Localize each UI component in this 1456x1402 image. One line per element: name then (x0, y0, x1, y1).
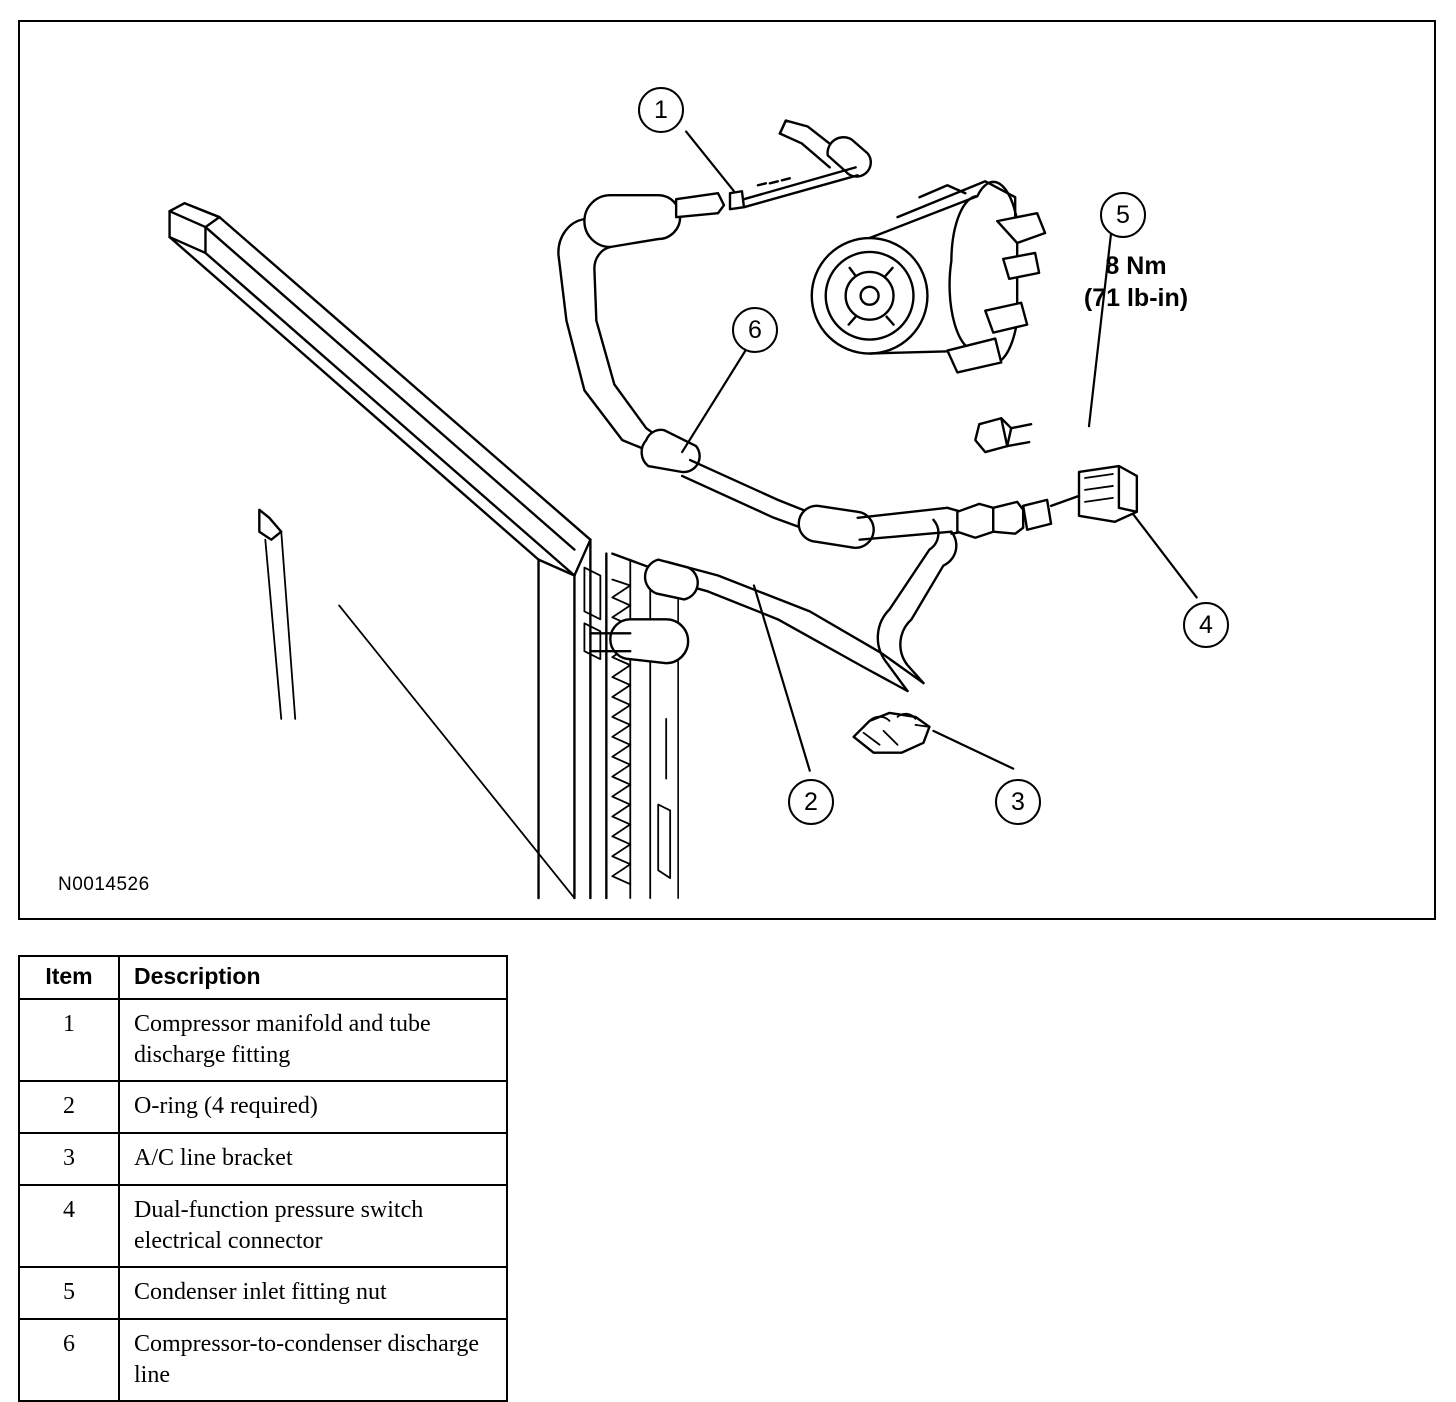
table-row (19, 1319, 507, 1401)
callout-2 (788, 779, 834, 825)
parts-table (18, 955, 508, 1402)
callout-5-label: 5 (1116, 200, 1130, 229)
figure-frame (18, 20, 1436, 920)
callout-5 (1100, 192, 1146, 238)
callout-2-label: 2 (804, 787, 818, 816)
condenser-graphic (170, 203, 679, 898)
line-bracket-graphic (854, 713, 930, 753)
table-row (19, 1267, 507, 1319)
torque-value-lbin: (71 lb-in) (1083, 284, 1189, 312)
callout-6-label: 6 (748, 315, 762, 344)
header-item: Item (19, 956, 119, 999)
torque-spec-note (1056, 250, 1216, 314)
ac-line-assembly-illustration (20, 22, 1434, 918)
callout-1-label: 1 (654, 95, 668, 124)
table-row (19, 1081, 507, 1133)
torque-value-nm: 8 Nm (1105, 252, 1167, 280)
pressure-switch-graphic (957, 418, 1136, 537)
table-row (19, 999, 507, 1081)
table-row (19, 1185, 507, 1267)
callout-6 (732, 307, 778, 353)
callout-4 (1183, 602, 1229, 648)
row-item-number: 5 (19, 1267, 119, 1319)
row-item-description: O-ring (4 required) (119, 1081, 507, 1133)
callout-3-label: 3 (1011, 787, 1025, 816)
row-item-number: 2 (19, 1081, 119, 1133)
table-row (19, 1133, 507, 1185)
compressor-graphic (780, 121, 1045, 373)
row-item-number: 3 (19, 1133, 119, 1185)
figure-id: N0014526 (58, 874, 150, 895)
row-item-description: Condenser inlet fitting nut (119, 1267, 507, 1319)
row-item-description: Compressor manifold and tube discharge fitting (119, 999, 507, 1081)
callout-3 (995, 779, 1041, 825)
row-item-description: A/C line bracket (119, 1133, 507, 1185)
row-item-number: 1 (19, 999, 119, 1081)
row-item-number: 4 (19, 1185, 119, 1267)
row-item-description: Dual-function pressure switch electrical connector (119, 1185, 507, 1267)
row-item-description: Compressor-to-condenser discharge line (119, 1319, 507, 1401)
row-item-number: 6 (19, 1319, 119, 1401)
callout-1 (638, 87, 684, 133)
table-header-row (19, 956, 507, 999)
header-description: Description (119, 956, 507, 999)
callout-4-label: 4 (1199, 610, 1213, 639)
